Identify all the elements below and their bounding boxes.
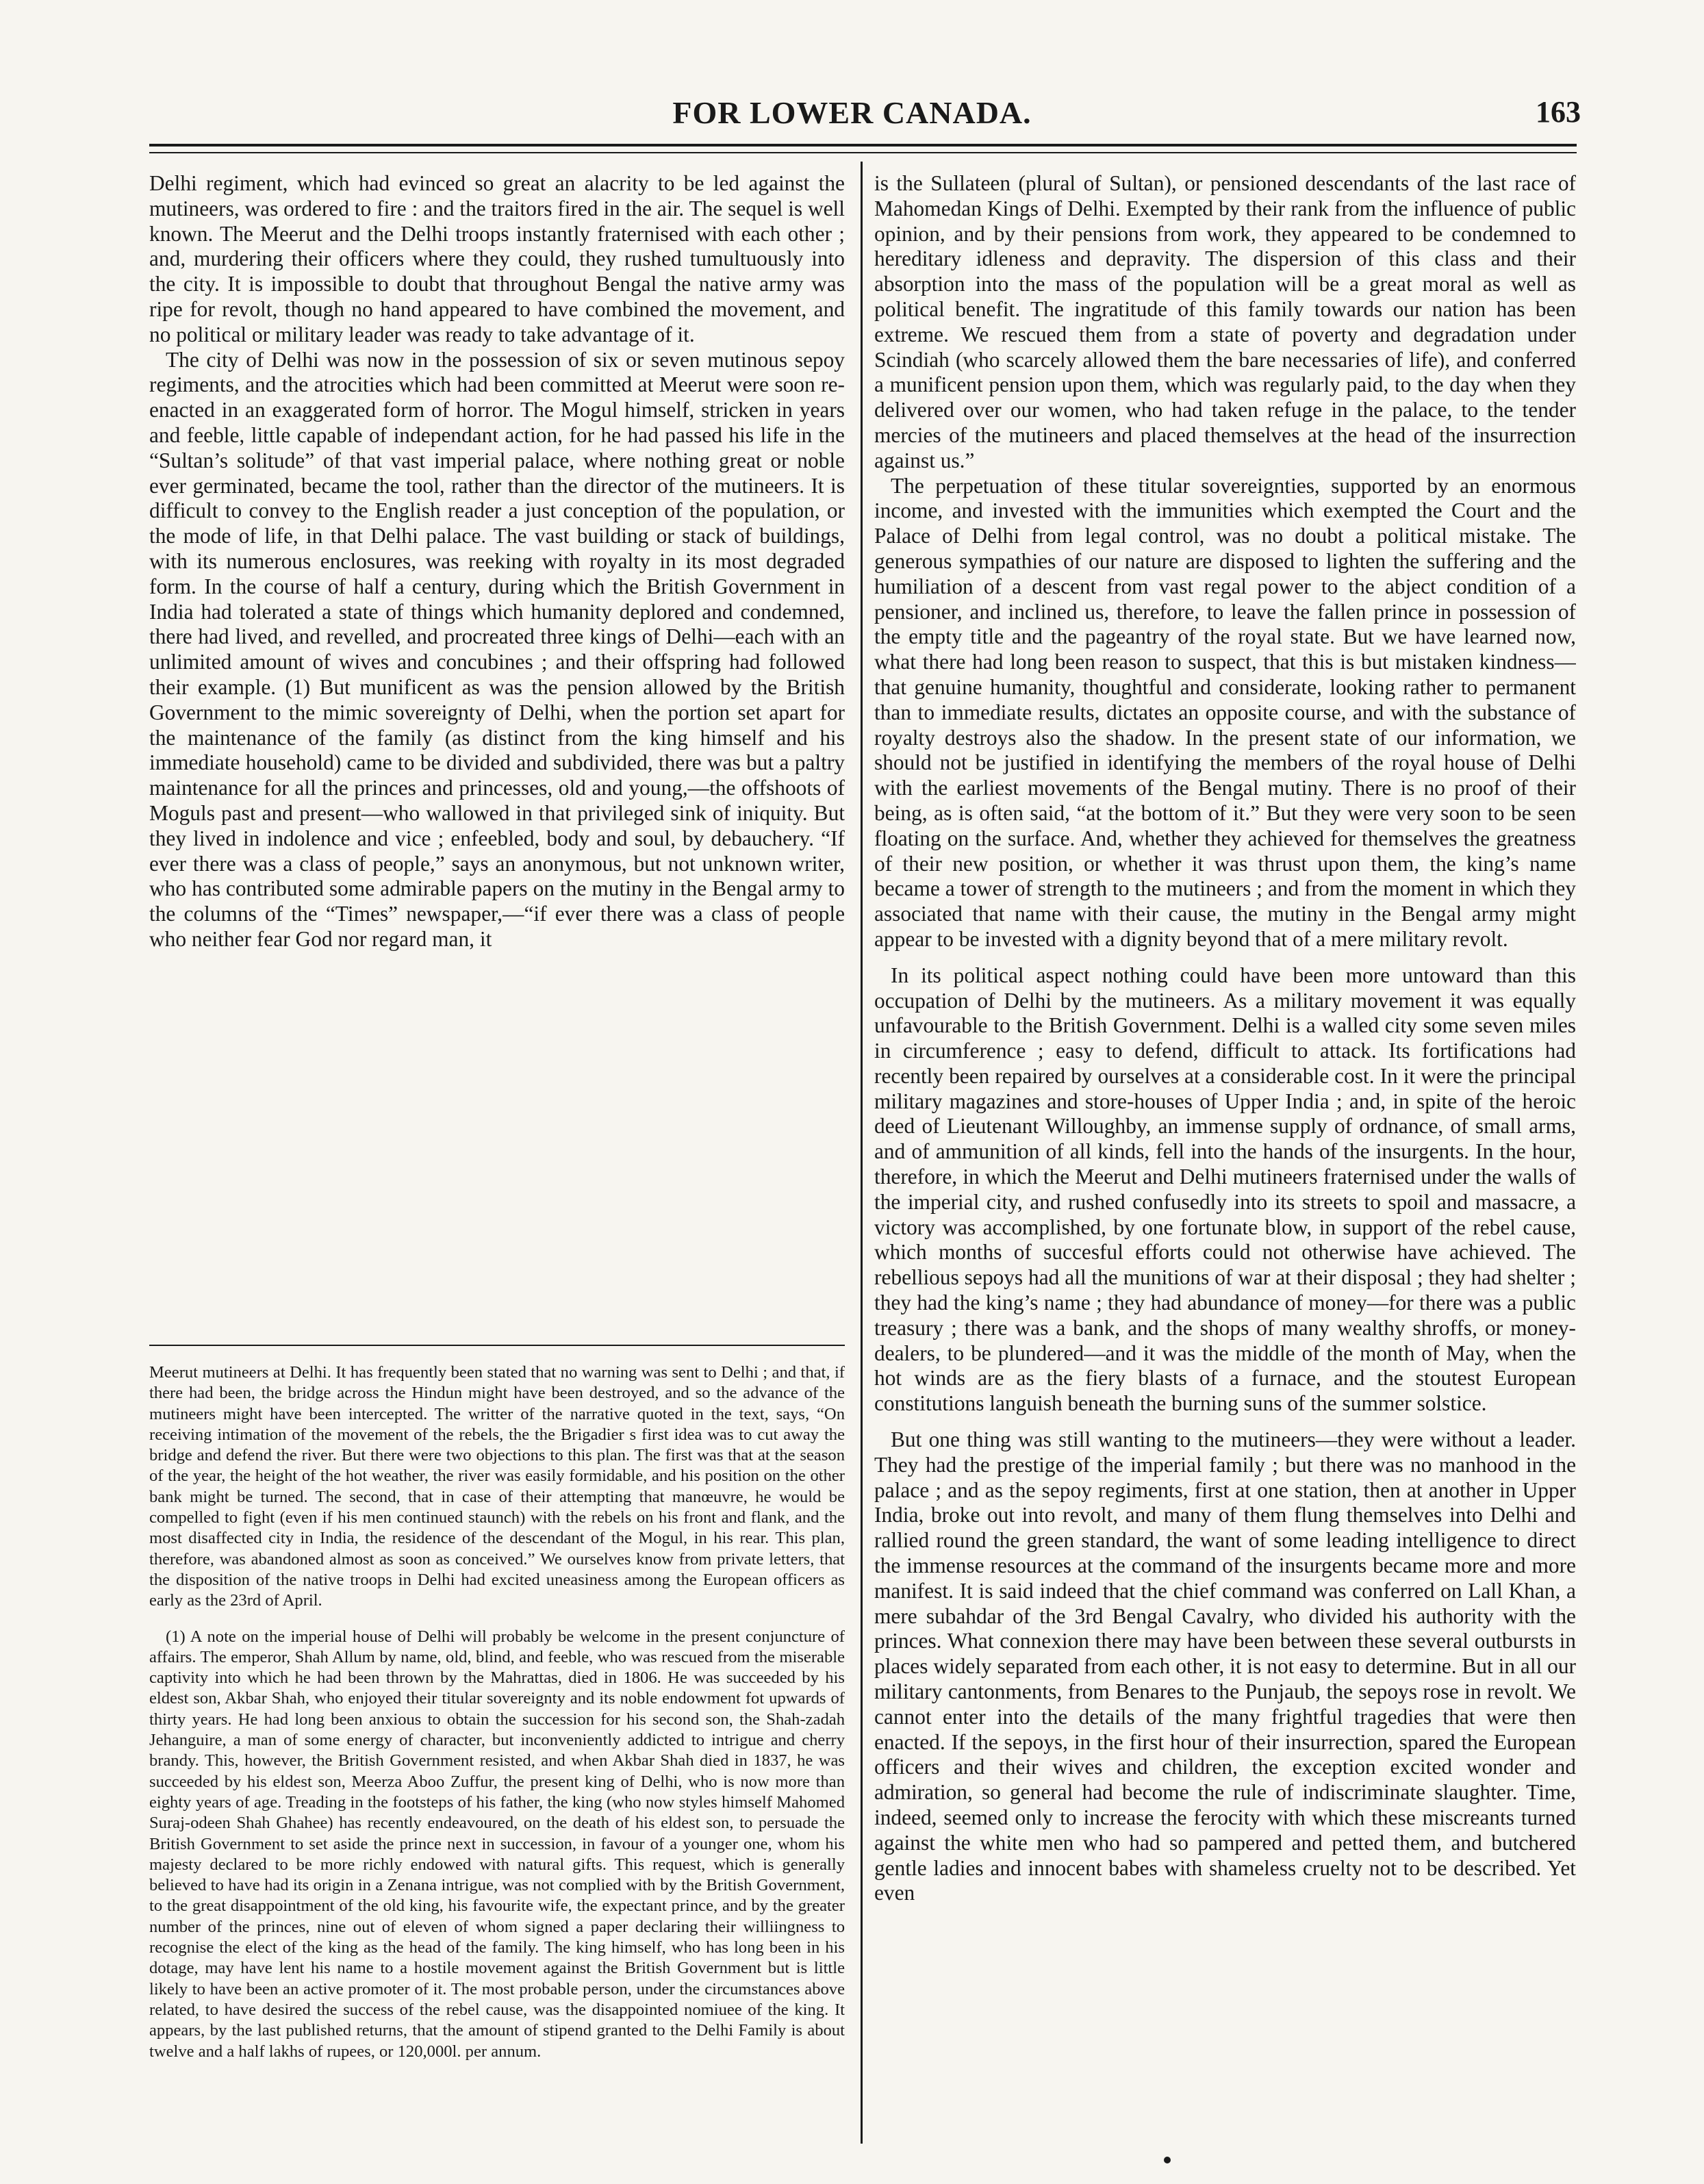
paragraph: The perpetuation of these titular sovereignties, supported by an enormous income, and invested with the immunities which exempted the Court and the Palace of Delhi from legal control, was no doubt a political mistake. The generous sympathies of our nature are disposed to lighten the suffering and the humiliation of a descent from vast regal power to the abject condition of a pensioner, and inclined us, therefore, to leave the fallen prince in possession of the empty title and the pageantry of the royal state. But we have learned now, what there had long been reason to suspect, that this is but mistaken kindness—that genuine humanity, thoughtful and considerate, looking rather to permanent than to immediate results, dictates an opposite course, and with the substance of royalty destroys also the shadow. In the present state of our information, we should not be justified in identifying the members of the royal house of Delhi with the earliest movements of the Bengal mutiny. There is no proof of their being, as is often said, “at the bottom of it.” But they were very soon to be seen floating on the surface. And, whether they achieved for themselves the greatness of their new position, or whether it was thrust upon them, the king’s name became a tower of strength to the mutineers ; and from the moment in which they associated that name with their cause, the mutiny in the Bengal army might appear to be invested with a dignity beyond that of a mere military revolt. <box>874 473 1576 951</box>
footnote: (1) A note on the imperial house of Delhi will probably be welcome in the present conjuncture of affairs. The emperor, Shah Allum by name, old, blind, and feeble, who was rescued from the miserable captivity into which he had been thrown by the Mahrattas, died in 1806. He was succeeded by his eldest son, Akbar Shah, who enjoyed their titular sovereignty and its noble endowment fot upwards of thirty years. He had long been anxious to obtain the succession for his second son, the Shah-zadah Jehanguire, a man of some energy of character, but inconveniently addicted to intrigue and cherry brandy. This, however, the British Government resisted, and when Akbar Shah died in 1837, he was succeeded by his eldest son, Meerza Aboo Zuffur, the present king of Delhi, who is now more than eighty years of age. Treading in the footsteps of his father, the king (who now styles himself Mahomed Suraj-odeen Shah Ghahee) has recently endeavoured, on the death of his eldest son, to persuade the British Government to set aside the prince next in succession, in favour of a younger one, whom his majesty declared to be more richly endowed with natural gifts. This request, which is generally believed to have had its origin in a Zenana intrigue, was not complied with by the British Government, to the great disappointment of the old king, his favourite wife, the expectant prince, and by the greater number of the princes, nine out of eleven of whom signed a paper declaring their williingness to recognise the elect of the king as the head of the family. The king himself, who has long been in his dotage, may have lent his name to a hostile movement against the British Government but is little likely to have been an active promoter of it. The most probable person, under the circumstances above related, to have desired the success of the rebel cause, was the disappointed nomiuee of the king. It appears, by the last published returns, that the amount of stipend granted to the Delhi Family is about twelve and a half lakhs of rupees, or 120,000l. per annum. <box>149 1627 845 2061</box>
header-rule-thick <box>149 144 1577 147</box>
page-ornament-dot <box>1164 2157 1171 2163</box>
paragraph: In its political aspect nothing could have been more untoward than this occupation of Delhi by the mutineers. As a military movement it was equally unfavourable to the British Government. Delhi is a walled city some seven miles in circumference ; easy to defend, difficult to attack. Its fortifications had recently been repaired by ourselves at a considerable cost. In it were the principal military magazines and store-houses of Upper India ; and, in spite of the heroic deed of Lieutenant Willoughby, an immense supply of ordnance, of small arms, and of ammunition of all kinds, fell into the hands of the insurgents. In the hour, therefore, in which the Meerut and Delhi mutineers fraternised under the walls of the imperial city, and rushed confusedly into its streets to spoil and massacre, a victory was accomplished, by one fortunate blow, in support of the rebel cause, which months of succesful efforts could not otherwise have achieved. The rebellious sepoys had all the munitions of war at their disposal ; they had shelter ; they had the king’s name ; they had abundance of money—for there was a public treasury ; there was a bank, and the shops of many wealthy shroffs, or money-dealers, to be plundered—and it was the middle of the month of May, when the hot winds are as the fiery blasts of a furnace, and the stoutest European constitutions languish beneath the burning suns of the summer solstice. <box>874 963 1576 1416</box>
footnote: Meerut mutineers at Delhi. It has frequently been stated that no warning was sent to Delhi ; and that, if there had been, the bridge across the Hindun might have been destroyed, and so the advance of the mutineers might have been intercepted. The writter of the narrative quoted in the text, says, “On receiving intimation of the movement of the rebels, the the Brigadier s first idea was to cut away the bridge and defend the river. But there were two objections to this plan. The first was that at the season of the year, the height of the hot weather, the river was easily formidable, and his position on the other bank might be turned. The second, that in case of their attempting that manœuvre, he would be compelled to fight (even if his men continued staunch) with the rebels on his front and flank, and the most disaffected city in India, the residence of the descendant of the Mogul, in his rear. This plan, therefore, was abandoned almost as soon as conceived.” We ourselves know from private letters, that the disposition of the native troops in Delhi had excited uneasiness among the European officers as early as the 23rd of April. <box>149 1363 845 1610</box>
header-rule-thin <box>149 152 1577 153</box>
left-column-body <box>149 171 845 1335</box>
column-divider <box>861 162 863 2144</box>
paragraph: The city of Delhi was now in the possession of six or seven mutinous sepoy regiments, and the atrocities which had been committed at Meerut were soon re-enacted in an exaggerated form of horror. The Mogul himself, stricken in years and feeble, little capable of independant action, for he had passed his life in the “Sultan’s solitude” of that vast imperial palace, where nothing great or noble ever germinated, became the tool, rather than the director of the mutineers. It is difficult to convey to the English reader a just conception of the population, or the mode of life, in that Delhi palace. The vast building or stack of buildings, with its numerous enclosures, was reeking with royalty in its most degraded form. In the course of half a century, during which the British Government in India had tolerated a state of things which humanity deplored and condemned, there had lived, and revelled, and procreated three kings of Delhi—each with an unlimited amount of wives and concubines ; and their offspring had followed their example. (1) But munificent as was the pension allowed by the British Government to the mimic sovereignty of Delhi, when the portion set apart for the maintenance of the family (as distinct from the king himself and his immediate household) came to be divided and subdivided, there was but a paltry maintenance for all the princes and princesses, old and young,—the offshoots of Moguls past and present—who wallowed in that privileged sink of iniquity. But they lived in indolence and vice ; enfeebled, body and soul, by debauchery. “If ever there was a class of people,” says an anonymous, but not unknown writer, who has contributed some admirable papers on the mutiny in the Bengal army to the columns of the “Times” newspaper,—“if ever there was a class of people who neither fear God nor regard man, it <box>149 347 845 951</box>
footnote-separator <box>149 1345 845 1346</box>
paragraph: But one thing was still wanting to the mutineers—they were without a leader. They had the prestige of the imperial family ; but there was no manhood in the palace ; and as the sepoy regiments, first at one station, then at another in Upper India, broke out into revolt, and many of them flung themselves into Delhi and rallied round the green standard, the want of some leading intelligence to direct the immense resources at the command of the insurgents became more and more manifest. It is said indeed that the chief command was conferred on Lall Khan, a mere subahdar of the 3rd Bengal Cavalry, who divided his authority with the princes. What connexion there may have been between these several outbursts in places widely separated from each other, it is not easy to determine. But in all our military cantonments, from Benares to the Punjaub, the sepoys rose in revolt. We cannot enter into the details of the many frightful tragedies that were then enacted. If the sepoys, in the first hour of their insurrection, spared the European officers and their wives and children, the exception excited wonder and admiration, so general had become the rule of indiscriminate slaughter. Time, indeed, seemed only to increase the ferocity with which these miscreants turned against the white men who had so pampered and petted them, and butchered gentle ladies and innocent babes with shameless cruelty not to be described. Yet even <box>874 1427 1576 1905</box>
paragraph: Delhi regiment, which had evinced so great an alacrity to be led against the mutineers, was ordered to fire : and the traitors fired in the air. The sequel is well known. The Meerut and the Delhi troops instantly fraternised with each other ; and, murdering their officers where they could, they rushed tumultuously into the city. It is impossible to doubt that throughout Bengal the native army was ripe for revolt, though no hand appeared to have combined the movement, and no political or military leader was ready to take advantage of it. <box>149 171 845 346</box>
page-number: 163 <box>1536 95 1581 129</box>
right-column-body <box>874 171 1576 2143</box>
left-column-footnotes <box>149 1362 845 2143</box>
running-title: FOR LOWER CANADA. <box>672 95 1032 130</box>
paragraph: is the Sullateen (plural of Sultan), or pensioned descendants of the last race of Mahomedan Kings of Delhi. Exempted by their rank from the influence of public opinion, and by their pensions from work, they appeared to be condemned to hereditary idleness and depravity. The dispersion of this class and their absorption into the mass of the population will be a great moral as well as political benefit. The ingratitude of this family towards our nation has been extreme. We rescued them from a state of poverty and degradation under Scindiah (who scarcely allowed them the bare necessaries of life), and conferred a munificent pension upon them, which was regularly paid, to the day when they delivered over our women, who had taken refuge in the palace, to the tender mercies of the mutineers and placed themselves at the head of the insurrection against us.” <box>874 171 1576 472</box>
